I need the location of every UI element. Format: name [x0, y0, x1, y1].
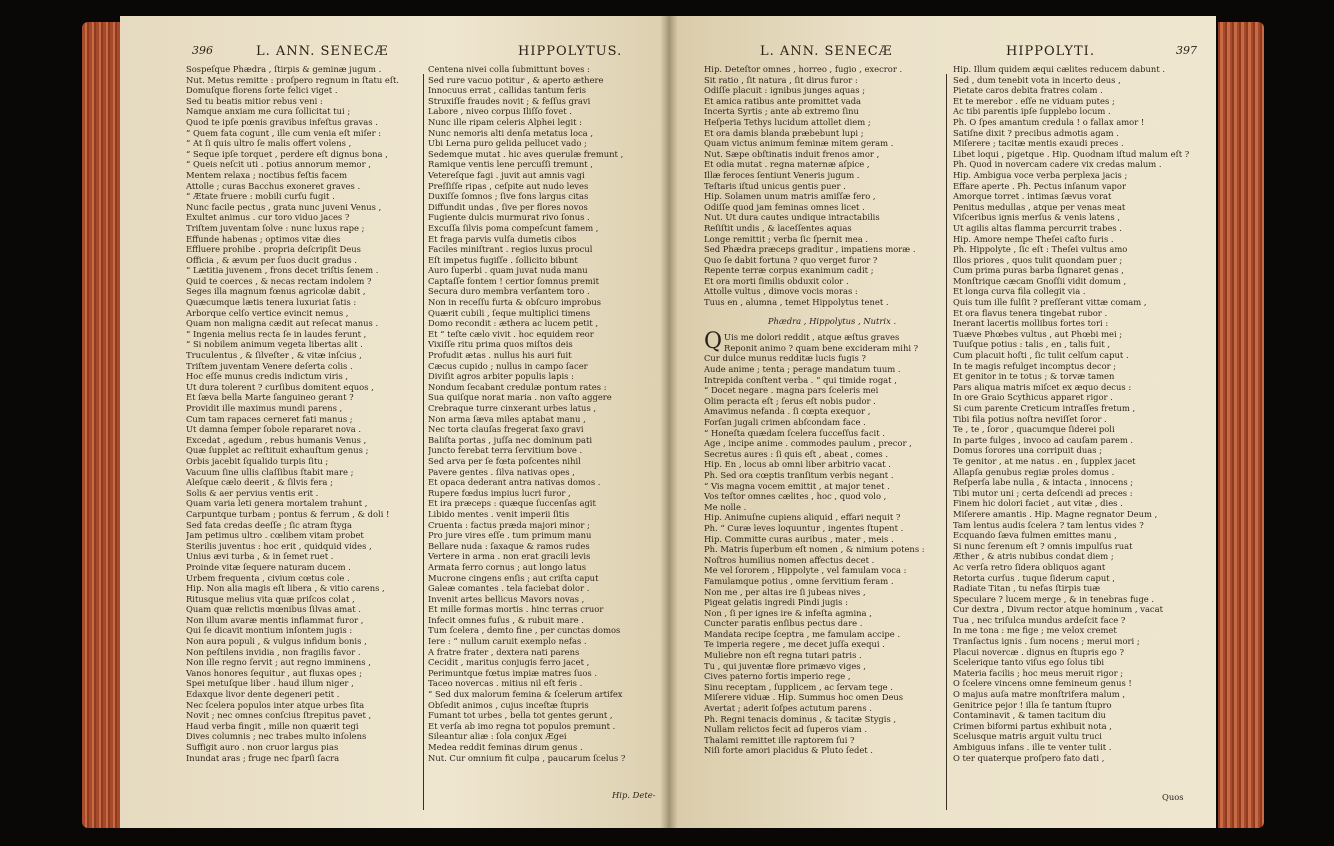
text-line: Eſt impetus fugiſſe . ſollicito bibunt — [428, 254, 578, 265]
text-line: Ut damna ſemper ſobole repararet nova . — [186, 424, 362, 435]
text-line: Ph. Hippolyte , ſic eſt : Theſei vultus amo — [953, 244, 1128, 255]
text-line: Quam varia leti genera mortalem trahunt , — [186, 498, 368, 509]
text-line: Hip. Amore nempe Theſei caſto furis . — [953, 233, 1114, 244]
text-line: Effunde habenas ; optimos vitæ dies — [186, 233, 341, 244]
text-line: Domuſque florens ſorte felici viget . — [186, 85, 338, 96]
text-line: Contaminavit , & tamen tacitum diu — [953, 710, 1106, 721]
text-line: Bellare nuda : ſaxaque & ramos rudes — [428, 540, 590, 551]
text-line: Si cum parente Creticum intraſſes fretum , — [953, 403, 1136, 413]
text-line: Ramique ventis lene percuſſi tremunt , — [428, 159, 593, 170]
text-line: Vacuum ſine ullis claſſibus ſtabit mare ; — [186, 466, 354, 477]
text-line: Vos teſtor omnes cælites , hoc , quod volo , — [704, 491, 887, 502]
text-line: Sospeſque Phædra , ſtirpis & geminæ jugum . — [186, 64, 382, 74]
text-line: “ Lætitia juvenem , frons decet triſtis ſenem . — [186, 265, 379, 276]
text-line: Preſſiſſe ripas , ceſpite aut nudo leves — [428, 180, 589, 191]
text-line: Quo ſe dabit fortuna ? quo verget furor ? — [704, 254, 878, 265]
text-line: Hip. Illum quidem æqui cælites reducem dabunt . — [953, 64, 1166, 74]
text-line: Sedemque mutat . hic aves querulæ fremunt , — [428, 148, 624, 159]
text-line: Namque anxiam me cura ſollicitat tui ; — [186, 106, 351, 117]
text-line: Vanos honores ſequitur , aut fluxas opes ; — [186, 667, 362, 678]
text-line: Longe remittit ; verba ſic ſpernit mea . — [704, 233, 869, 244]
text-line: Hip. Non alia magis eſt libera , & vitio carens , — [186, 583, 385, 594]
text-line: Miſerere ; tacitæ mentis exaudi preces . — [953, 138, 1124, 149]
text-line: Fumant tot urbes , bella tot gentes gerunt , — [428, 710, 613, 721]
text-line: Et opaca dederant antra nativas domos . — [428, 477, 601, 488]
text-line: Non me , per altas ire ſi jubeas nives , — [704, 586, 866, 597]
text-line: Age , incipe anime . commodes paulum , precor , — [704, 438, 912, 449]
text-line: Miſerere viduæ . Hip. Summus hoc omen Deus — [704, 692, 904, 703]
text-line: Non arma ſæva miles aptabat manu , — [428, 413, 586, 424]
text-line: Haud verba fingit , mille non quærit tegi — [186, 720, 359, 731]
text-line: Innocuus errat , callidas tantum feris — [428, 85, 587, 96]
book-gutter — [660, 16, 678, 828]
text-line: Non ille regno ſervit ; aut regno imminens , — [186, 657, 371, 668]
text-line: Odiſſe placuit : ignibus junges aquas ; — [704, 85, 866, 96]
text-line: Quam quæ relictis mœnibus ſilvas amat . — [186, 604, 361, 615]
text-line: Qui ſe dicavit montium inſontem jugis : — [186, 625, 353, 636]
text-line: Spei metuſque liber . haud illum niger , — [186, 678, 354, 689]
text-line: Pro jure vires eſſe . tum primum manu — [428, 530, 592, 541]
text-line: Effare aperte . Ph. Pectus inſanum vapor — [953, 180, 1126, 191]
text-line: Olim peracta eſt ; ſerus eſt nobis pudor . — [704, 395, 876, 406]
text-line: Niſi forte amori placidus & Pluto ſedet . — [704, 745, 873, 756]
text-line: Mucrone cingens enſis ; aut criſta caput — [428, 572, 599, 583]
text-line: Ecquando ſæva fulmen emittes manu , — [953, 530, 1117, 541]
right-page — [668, 16, 1216, 828]
text-line: Baliſta portas , juſſa nec dominum pati — [428, 434, 593, 445]
text-line: Officia , & ævum per ſuos ducit gradus . — [186, 254, 357, 265]
text-column-2 — [953, 64, 1211, 763]
text-line: Cæcus cupido ; nullus in campo ſacer — [428, 360, 588, 371]
text-line: Libet loqui , pigetque . Hip. Quodnam iſtud malum eſt ? — [953, 148, 1190, 159]
text-line: Sed fata credas deeſſe ; ſic atram ſtyga — [186, 519, 353, 530]
text-line: “ Docet negare . magna pars ſceleris mei — [704, 385, 879, 396]
text-line: Truculentus , & ſilveſter , & vitæ inſcius , — [186, 350, 362, 361]
text-line: Ubi Lerna puro gelida pellucet vado ; — [428, 138, 587, 149]
text-line: Seges illa magnum fœnus agricolæ dabit , — [186, 286, 366, 297]
text-line: Reſperſa labe nulla , & intacta , innocens ; — [953, 477, 1134, 488]
text-line: Et “ teſte cælo vivit . hoc equidem reor — [428, 328, 594, 339]
text-line: Crimen biformi partus exhibuit nota , — [953, 720, 1112, 731]
text-line: Et ira præceps : quæque ſuccenſas agit — [428, 498, 596, 509]
text-line: Ambiguus infans . ille te venter tulit . — [953, 742, 1112, 752]
text-line: Hip. Animuſne cupiens aliquid , effari nequit ? — [704, 512, 901, 523]
text-line: Incerta Syrtis ; ante ab extremo ſinu — [704, 106, 859, 117]
text-line: Ph. Regni tenacis dominus , & tacitæ Stygis , — [704, 713, 897, 724]
text-line: Armata ferro cornus ; aut longo latus — [428, 561, 587, 572]
text-line: Noſtros humilius nomen affectus decet . — [704, 554, 875, 565]
text-line: O majus auſa matre monſtrifera malum , — [953, 689, 1125, 700]
text-line: Mandata recipe ſceptra , me famulam accipe . — [704, 628, 901, 639]
text-line: Viſceribus ignis merſus & venis latens , — [953, 212, 1120, 223]
text-line: Non , ſi per ignes ire & infeſta agmina , — [704, 607, 872, 618]
text-line: Pietate caros debita fratres colam . — [953, 85, 1103, 96]
text-line: Reſiſtit undis , & laceſſentes aquas — [704, 222, 852, 233]
text-line: Cum placuit hoſti , ſic tulit celſum caput . — [953, 350, 1129, 361]
text-line: Miſerere amantis . Hip. Magne regnator Deum , — [953, 508, 1158, 519]
text-line: Vixiſſe ritu prima quos miſtos deis — [428, 339, 573, 350]
text-line: Amavimus nefanda . ſi cœpta exequor , — [704, 406, 871, 417]
text-line: Cur dulce munus redditæ lucis fugis ? — [704, 353, 866, 364]
text-line: Captaſſe fontem ! certior ſomnus premit — [428, 275, 599, 286]
text-line: Ut dura tolerent ? curſibus domitent equos , — [186, 381, 374, 392]
text-line: A fratre frater , dextera nati parens — [428, 646, 580, 657]
text-line: Domo recondit : æthera ac lucem petit , — [428, 318, 599, 329]
text-line: Urbem frequenta , civium cœtus cole . — [186, 572, 350, 583]
text-line: Non peſtilens invidia , non fragilis favor . — [186, 646, 361, 657]
text-line: Nunc ille ripam celeris Alphei legit : — [428, 116, 582, 127]
text-column-1 — [186, 64, 436, 763]
text-line: Triſtem juventam Venere deſerta colis . — [186, 360, 353, 371]
text-line: Infecit omnes fuſus , & rubuit mare . — [428, 614, 584, 625]
page-number: 397 — [1176, 44, 1197, 57]
text-line: Quæcumque lætis tenera luxuriat ſatis : — [186, 297, 357, 308]
text-line: Nondum ſecabant credulæ pontum rates : — [428, 381, 607, 392]
text-line: Repente terræ corpus exanimum cadit ; — [704, 265, 874, 276]
text-line: Suffigit auro . non cruor largus pias — [186, 742, 339, 752]
text-line: Materia facilis ; hoc meus meruit rigor ; — [953, 667, 1124, 678]
text-line: Crebraque turre cinxerant urbes latus , — [428, 403, 597, 413]
text-line: Ph. “ Curæ leves loquuntur , ingentes ſtupent . — [704, 522, 904, 533]
text-line: Invenit artes bellicus Mavors novas , — [428, 593, 585, 604]
text-line: Et te merebor . eſſe ne viduam putes ; — [953, 95, 1115, 106]
text-line: Quærit cubili , ſeque multiplici timens — [428, 307, 591, 318]
text-line: Quid te coerces , & necas rectam indolem ? — [186, 275, 372, 286]
text-line: Sit ratio , ſit natura , ſit dirus furor : — [704, 74, 858, 85]
text-line: Tibi mutor uni ; certa deſcendi ad preces : — [953, 487, 1133, 498]
text-line: Te , te , ſoror , quacumque ſiderei poli — [953, 424, 1115, 435]
text-line: Inerant lacertis mollibus fortes tori : — [953, 318, 1109, 329]
catchword: Quos — [1162, 792, 1184, 802]
text-line: Speculare ? lucem merge , & in tenebras fuge . — [953, 593, 1155, 604]
text-line: “ Vis magna vocem emittit , at major tenet . — [704, 480, 890, 491]
text-line: Struxiſſe fraudes novit ; & feſſus gravi — [428, 95, 591, 106]
text-line: Duxiſſe ſomnos ; ſive fons largus citas — [428, 191, 589, 202]
text-line: Tuus en , alumna , temet Hippolytus tenet . — [704, 297, 889, 308]
text-line: Sua quiſque norat maria . non vaſto aggere — [428, 392, 612, 403]
text-line: Centena nivei colla ſubmittunt boves : — [428, 64, 590, 74]
text-line: Si nunc ſerenum eſt ? omnis impulſus ruat — [953, 540, 1133, 551]
running-head-right: HIPPOLYTUS. — [518, 44, 623, 59]
text-line: Uis me dolori reddit , atque æſtus graves — [724, 332, 900, 343]
text-line: Attolle ; curas Bacchus exoneret graves . — [186, 180, 361, 191]
text-line: “ Si nobilem animum vegeta libertas alit . — [186, 339, 363, 350]
text-line: Novit ; nec omnes conſcius ſtrepitus pavet , — [186, 710, 372, 721]
text-line: In te magis refulget incomptus decor ; — [953, 360, 1117, 371]
text-line: Proinde vitæ ſequere naturam ducem . — [186, 561, 351, 572]
text-line: Sed tu beatis mitior rebus veni : — [186, 95, 323, 106]
text-line: Finem hic dolori faciet , aut vitæ , dies . — [953, 498, 1123, 509]
text-line: “ At ſi quis ultro ſe malis offert volens , — [186, 138, 352, 149]
text-line: Et mille formas mortis . hinc terras cruor — [428, 604, 604, 615]
text-line: Fugiente dulcis murmurat rivo ſonus . — [428, 212, 590, 223]
text-line: Libido mentes . venit imperii ſitis — [428, 508, 570, 519]
text-line: Domus ſorores una corripuit duas ; — [953, 445, 1103, 456]
text-line: Edaxque livor dente degeneri petit . — [186, 689, 340, 700]
text-line: Æther , & atris nubibus condat diem ; — [953, 551, 1114, 562]
text-line: Labore , niveo corpus Iliſſo fovet . — [428, 106, 572, 117]
text-line: Allapſa genubus regiæ proles domus . — [953, 466, 1115, 477]
text-line: Carpuntque turbam ; pontus & ferrum , & doli ! — [186, 508, 390, 519]
text-line: Sed rure vacuo potitur , & aperto æthere — [428, 74, 604, 85]
text-line: In parte fulges , invoco ad cauſam parem . — [953, 434, 1134, 445]
text-line: Nut. Ut dura cautes undique intractabilis — [704, 212, 880, 223]
column-rule — [423, 74, 424, 810]
text-line: Tuuſque potius : talis , en , talis fuit , — [953, 339, 1111, 350]
text-line: Et genitor in te totus ; & torvæ tamen — [953, 371, 1115, 382]
running-head-right: HIPPOLYTI. — [1006, 44, 1095, 59]
text-line: Scelerique tanto viſus ego ſolus tibi — [953, 657, 1105, 668]
text-line: In ore Graio Scythicus apparet rigor . — [953, 392, 1113, 403]
text-line: Pigeat gelatis ingredi Pindi jugis : — [704, 597, 848, 608]
text-line: Diviſit agros arbiter populis lapis : — [428, 371, 574, 382]
text-line: Triſtem juventam ſolve : nunc luxus rape ; — [186, 222, 365, 233]
text-line: Excedat , agedum , rebus humanis Venus , — [186, 434, 367, 445]
text-line: Et longa curva fila collegit via . — [953, 286, 1086, 297]
text-line: Ph. Quod in novercam cadere vix credas malum . — [953, 159, 1162, 170]
text-line: Orbis jacebit ſqualido turpis ſitu ; — [186, 455, 329, 466]
text-line: Exultet animus . cur toro viduo jaces ? — [186, 212, 350, 223]
text-line: Sed arva per ſe fœta poſcentes nihil — [428, 455, 581, 466]
text-line: Placui novercæ . dignus en ſtupris ego ? — [953, 646, 1124, 657]
text-column-2 — [428, 64, 668, 763]
text-line: Profudit ætas . nullus his auri fuit — [428, 350, 572, 361]
text-line: Nut. Sæpe obſtinatis induit frenos amor , — [704, 148, 880, 159]
text-line: Aleſque cælo deerit , & ſilvis fera ; — [186, 477, 333, 488]
text-line: Et ora flavus tenera tingebat rubor . — [953, 307, 1108, 318]
text-line: Cum tam rapaces cerneret fati manus ; — [186, 413, 353, 424]
text-line: Quæ ſupplet ac reſtituit exhauſtum genus ; — [186, 445, 369, 456]
text-line: “ Sed dux malorum femina & ſcelerum artifex — [428, 689, 623, 700]
left-page — [120, 16, 668, 828]
text-line: Hip. Committe curas auribus , mater , meis . — [704, 533, 894, 544]
text-line: Sinu receptam , ſupplicem , ac ſervam tege . — [704, 681, 893, 692]
text-line: Tibi fila potius noſtra neviſſet ſoror . — [953, 413, 1107, 424]
text-line: Retorta curſus . tuque ſiderum caput , — [953, 572, 1115, 583]
text-line: Nunc nemoris alti denſa metatus loca , — [428, 127, 593, 138]
text-line: Excuſſa ſilvis poma compeſcunt famem , — [428, 222, 599, 233]
text-line: Cuncter paratis enſibus pectus dare . — [704, 618, 863, 629]
text-line: Jam petimus ultro . cœlibem vitam probet — [186, 530, 364, 541]
text-line: Quam non maligna cædit aut reſecat manus . — [186, 318, 379, 329]
catchword: Hip. Dete- — [612, 790, 656, 800]
text-line: Pavere gentes . ſilva nativas opes , — [428, 466, 575, 477]
text-line: Teſtaris iſtud unicus gentis puer . — [704, 180, 846, 191]
page-number: 396 — [192, 44, 213, 57]
text-line: “ Honeſta quædam ſcelera ſucceſſus facit . — [704, 427, 885, 438]
text-line: Ac tibi parentis ipſe ſupplebo locum . — [953, 106, 1111, 117]
text-line: Auro ſuperbi . quam juvat nuda manu — [428, 265, 588, 276]
text-line: Nullam relictos fecit ad ſuperos viam . — [704, 724, 868, 735]
text-line: Intrepida conſtent verba . “ qui timide rogat , — [704, 374, 897, 385]
text-line: Secretus aures : ſi quis eſt , abeat , comes . — [704, 448, 889, 459]
text-line: Hip. En , locus ab omni liber arbitrio vacat . — [704, 459, 891, 470]
text-line: Medea reddit feminas dirum genus . — [428, 742, 583, 752]
text-line: Rupere fœdus impius lucri furor , — [428, 487, 571, 498]
text-line: Odiſſe quod jam feminas omnes licet . — [704, 201, 865, 212]
text-line: Cecidit , maritus conjugis ferro jacet , — [428, 657, 590, 668]
text-line: Unius ævi turba , & in ſemet ruet . — [186, 551, 334, 562]
text-line: Mentem relaxa ; noctibus feſtis facem — [186, 169, 348, 180]
text-line: “ Ætate fruere : mobili curſu fugit . — [186, 191, 335, 202]
text-line: Sed Phædra præceps graditur , impatiens moræ . — [704, 244, 916, 255]
text-line: Tu , qui juventæ flore primævo viges , — [704, 660, 866, 671]
text-line: Thalami remittet ille raptorem ſui ? — [704, 734, 855, 745]
text-line: Ut agilis altas flamma percurrit trabes . — [953, 222, 1122, 233]
text-line: Non illum avaræ mentis inflammat furor , — [186, 614, 364, 625]
spacer — [704, 308, 960, 316]
text-line: Tuæve Phœbes vultus , aut Phœbi mei ; — [953, 328, 1123, 339]
text-line: Arborque celſo vertice evincit nemus , — [186, 307, 349, 318]
text-line: Genitrice pejor ! illa ſe tantum ſtupro — [953, 699, 1112, 710]
text-line: Ritusque melius vita quæ priſcos colat , — [186, 593, 355, 604]
text-line: Non in receſſu furta & obſcuro improbus — [428, 297, 602, 308]
text-line: Tum ſcelera , demto fine , per cunctas domos — [428, 625, 621, 636]
text-line: Nec torta clauſas fregerat ſaxo gravi — [428, 424, 584, 435]
text-line: Sed , dum tenebit vota in incerto deus , — [953, 74, 1121, 85]
text-line: Hoc eſſe munus credis indictum viris , — [186, 371, 349, 382]
text-line: Galeæ comantes . tela faciebat dolor . — [428, 583, 590, 594]
text-line: Nut. Metus remitte : proſpero regnum in ſtatu eſt. — [186, 74, 400, 85]
text-line: Secura duro membra verſantem toro . — [428, 286, 590, 297]
text-line: Penitus medullas , atque per venas meat — [953, 201, 1126, 212]
text-line: Et amica ratibus ante promittet vada — [704, 95, 862, 106]
text-line: Nut. Cur omnium fit culpa , paucarum ſcelus ? — [428, 752, 626, 763]
text-line: Et fraga parvis vulſa dumetis cibos — [428, 233, 577, 244]
text-line: In me tona : me fige ; me velox cremet — [953, 625, 1117, 636]
text-line: Monſtrique cæcam Gnoſſii vidit domum , — [953, 275, 1127, 286]
text-line: Ac verſa retro ſidera obliquos agant — [953, 561, 1106, 572]
text-line: Perimuntque fœtus impiæ matres ſuos . — [428, 667, 598, 678]
text-line: Hip. Deteſtor omnes , horreo , fugio , execror . — [704, 64, 903, 74]
text-line: Quam victus animum feminæ mitem geram . — [704, 138, 894, 149]
text-line: Nunc facile pectus , grata nunc juveni Venus , — [186, 201, 382, 212]
text-line: Ph. Sed ora cœptis tranſitum verbis negant . — [704, 469, 894, 480]
text-line: “ Seque ipſe torquet , perdere eſt dignus bona , — [186, 148, 388, 159]
text-line: Scelusque matris arguit vultu truci — [953, 731, 1102, 742]
text-line: Forſan jugali crimen abſcondam face . — [704, 417, 866, 427]
text-line: Radiate Titan , tu nefas ſtirpis tuæ — [953, 583, 1101, 594]
text-line: Avertat ; aderit ſoſpes actutum parens . — [704, 703, 872, 714]
text-line: O ter quaterque proſpero fato dati , — [953, 752, 1105, 763]
drop-cap: Q — [704, 329, 723, 355]
running-head-left: L. ANN. SENECÆ — [760, 44, 893, 59]
text-line: Non aura populi , & vulgus infidum bonis , — [186, 636, 367, 647]
text-line: Cruenta : factus præda majori minor ; — [428, 519, 590, 530]
text-line: Reponit animo ? quam bene excideram mihi ? — [724, 342, 919, 353]
column-rule — [946, 74, 947, 810]
text-line: Faciles miniſtrant . regios luxus procul — [428, 244, 593, 255]
text-line: Cum prima puras barba ſignaret genas , — [953, 265, 1124, 276]
text-line: Te genitor , at me natus . en , ſupplex jacet — [953, 455, 1136, 466]
text-line: Et ſæva bella Marte ſanguineo gerant ? — [186, 392, 354, 403]
text-line: Tua , nec triſulca mundus ardeſcit face ? — [953, 614, 1126, 625]
text-line: Te imperia regere , me decet juſſa exequi . — [704, 639, 885, 650]
text-line: Inundat aras ; fruge nec ſparſi ſacra — [186, 752, 340, 763]
text-line: Et odia mutat . regna maternæ aſpice , — [704, 159, 870, 170]
text-line: Et verſa ab imo regna tot populos premunt . — [428, 720, 616, 731]
text-line: Sileantur aliæ : ſola conjux Ægei — [428, 731, 567, 742]
text-line: “ Quem fata cogunt , ille cum venia eſt miſer : — [186, 127, 382, 138]
text-line: Diffundit undas , ſive per flores novos — [428, 201, 588, 212]
text-line: Vetereſque fagi . juvit aut amnis vagi — [428, 169, 585, 180]
text-line: Quod te ipſe pœnis gravibus infeſtus gravas . — [186, 116, 378, 127]
text-line: Heſperia Tethys lucidum attollet diem ; — [704, 116, 871, 127]
text-line: Cur dextra , Divum rector atque hominum , vacat — [953, 604, 1163, 615]
text-line: Ph. Matris ſuperbum eſt nomen , & nimium potens : — [704, 544, 925, 555]
text-line: Satiſne dixit ? precibus admotis agam . — [953, 127, 1119, 138]
text-line: Effluere prohibe . propria deſcripſit Deus — [186, 244, 361, 255]
text-line: “ Ingenia melius recta ſe in laudes ferunt , — [186, 328, 367, 339]
text-line: Solis & aer pervius ventis erit . — [186, 487, 319, 498]
text-line: Iere : “ nullum caruit exemplo nefas . — [428, 636, 587, 647]
running-head-left: L. ANN. SENECÆ — [256, 44, 389, 59]
text-line: Quis tum ille fulſit ? preſſerant vittæ comam , — [953, 297, 1147, 308]
text-line: Muliebre non eſt regna tutari patris . — [704, 650, 862, 661]
text-line: Tam lentus audis ſcelera ? tam lentus vides ? — [953, 519, 1144, 530]
text-line: Tranſactus ignis . ſum nocens ; merui mori ; — [953, 636, 1140, 647]
text-line: Me vel ſororem , Hippolyte , vel famulam voca : — [704, 565, 907, 576]
text-line: Cives paterno fortis imperio rege , — [704, 671, 851, 682]
text-line: Illos priores , quos tulit quondam puer ; — [953, 254, 1123, 265]
text-line: Et ora morti ſimilis obduxit color . — [704, 275, 849, 286]
text-line: Vertere in arma . non erat gracili levis — [428, 551, 591, 562]
text-line: Amorque torret . intimas ſævus vorat — [953, 191, 1112, 202]
text-line: “ Queis neſcit uti . potius annorum memor , — [186, 159, 371, 170]
text-line: Aude anime ; tenta ; perage mandatum tuum . — [704, 364, 901, 375]
text-line: Obſedit animos , cujus inceſtæ ſtupris — [428, 699, 589, 710]
text-line: Providit ille maximus mundi parens , — [186, 403, 343, 413]
text-line: O ſcelere vincens omne femineum genus ! — [953, 678, 1132, 689]
text-line: Taceo novercas . mitius nil eſt feris . — [428, 678, 583, 689]
text-line: Pars aliqua matris miſcet ex æquo decus : — [953, 381, 1132, 392]
text-line: Dives columnis ; nec trabes multo inſolens — [186, 731, 367, 742]
text-line: Sterilis juventus : hoc erit , quidquid vides , — [186, 540, 372, 551]
text-column-1 — [704, 64, 960, 756]
scene-heading: Phædra , Hippolytus , Nutrix . — [767, 315, 897, 326]
text-line: Et ora damis blanda præbebunt lupi ; — [704, 127, 864, 138]
text-line: Me nolle . — [704, 501, 747, 512]
right-fore-edge — [1218, 22, 1264, 828]
text-line: Ph. O ſpes amantum credula ! o fallax amor ! — [953, 116, 1145, 127]
text-line: Illæ feroces ſentiunt Veneris jugum . — [704, 169, 860, 180]
text-line: Juncto ferebat terra ſervitium bove . — [428, 445, 583, 456]
text-line: Hip. Solamen unum matris amiſſæ fero , — [704, 191, 876, 202]
text-line: Attolle vultus , dimove vocis moras : — [704, 286, 858, 297]
text-line: Nec ſcelera populos inter atque urbes ſita — [186, 699, 365, 710]
text-line: Famulamque potius , omne ſervitium feram . — [704, 575, 894, 586]
text-line: Hip. Ambigua voce verba perplexa jacis ; — [953, 169, 1128, 180]
